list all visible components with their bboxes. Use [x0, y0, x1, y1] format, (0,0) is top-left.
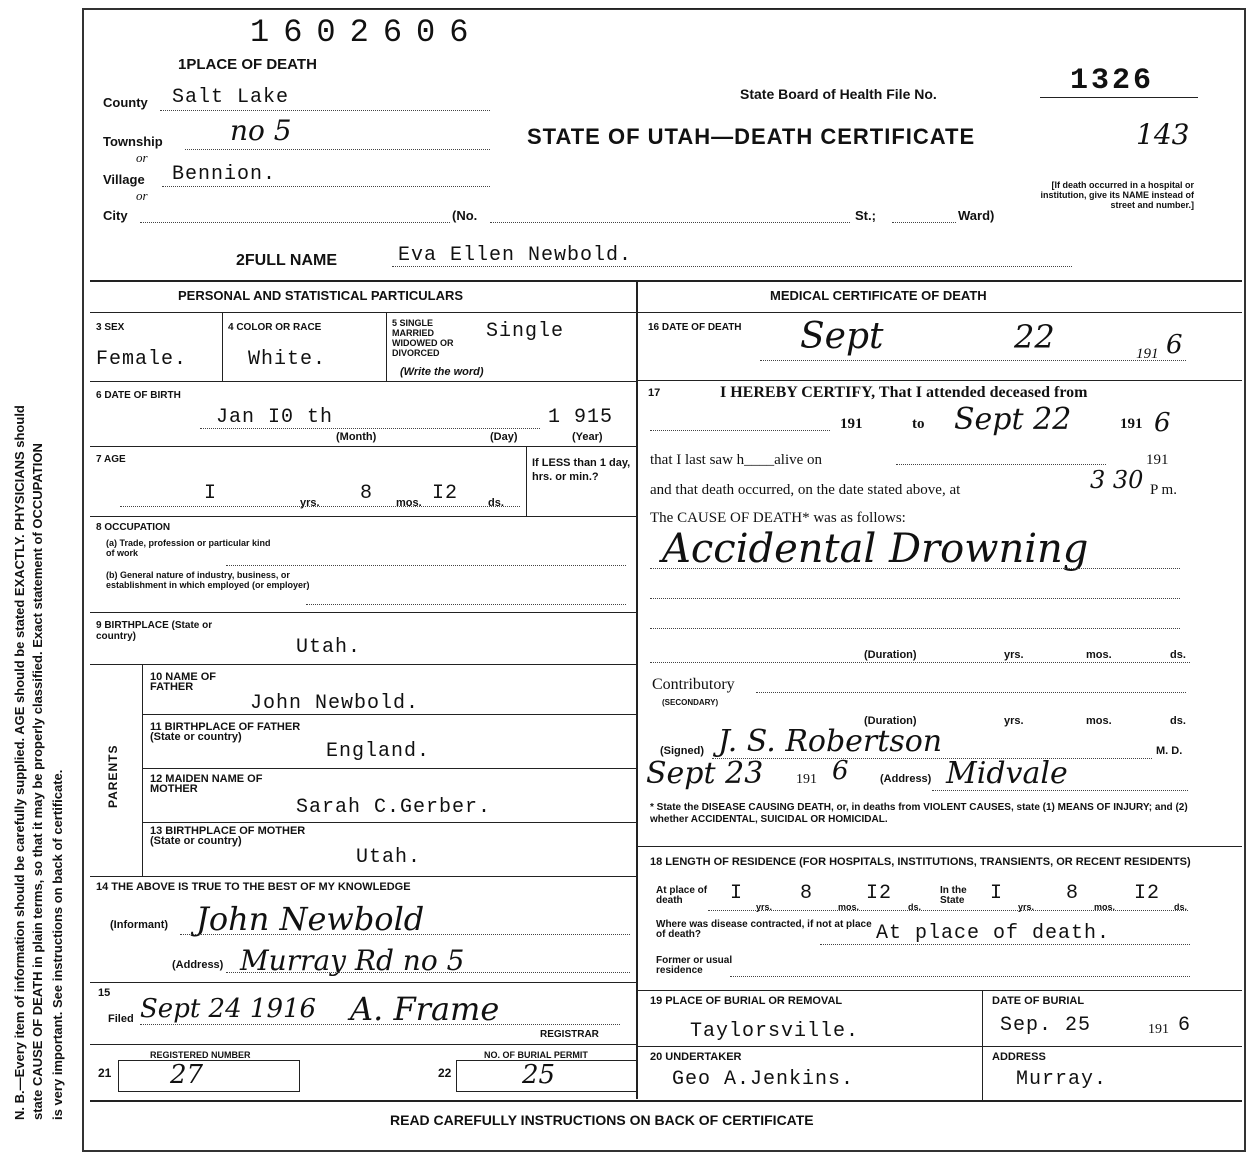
- residence-state-mos-label: mos.: [1094, 902, 1116, 912]
- duration-line-1: [650, 662, 1190, 663]
- residence-state-ds-label: ds.: [1174, 902, 1188, 912]
- county-label: County: [103, 95, 148, 110]
- dob-year: 1 915: [548, 406, 614, 429]
- burial-date-label: DATE OF BURIAL: [992, 995, 1085, 1007]
- residence-place-mos-label: mos.: [838, 902, 860, 912]
- informant-label: (Informant): [110, 919, 169, 931]
- occupation-b-line: [306, 604, 626, 605]
- left-rule-1: [90, 312, 636, 313]
- residence-state-ds: I2: [1134, 882, 1161, 905]
- informant-address: Murray Rd no 5: [240, 944, 465, 977]
- left-rule-3: [90, 446, 636, 447]
- registered-number-prefix: 21: [98, 1066, 112, 1080]
- color-label: 4 COLOR OR RACE: [228, 322, 322, 333]
- village-line: [162, 186, 490, 187]
- residence-label: 18 LENGTH OF RESIDENCE (FOR HOSPITALS, INSTITUTIONS, TRANSIENTS, OR RECENT RESIDENTS): [650, 856, 1191, 868]
- age-yrs: I: [204, 482, 218, 505]
- right-rule-2: [638, 380, 1242, 381]
- former-residence-label: Former or usual residence: [656, 955, 733, 976]
- registered-number-label: REGISTERED NUMBER: [150, 1050, 251, 1060]
- city-line: [140, 222, 450, 223]
- or-label-2: or: [136, 188, 148, 203]
- former-residence-line: [730, 976, 1190, 977]
- residence-line: [708, 910, 1188, 911]
- contracted-line: [820, 944, 1190, 945]
- death-time: 3 30: [1090, 466, 1144, 494]
- filed-label: Filed: [108, 1013, 134, 1025]
- mother-name-label: 12 MAIDEN NAME OF MOTHER: [150, 773, 263, 795]
- duration-mos-1: mos.: [1086, 649, 1112, 661]
- burial-permit-prefix: 22: [438, 1066, 452, 1080]
- registrar-label: REGISTRAR: [540, 1029, 599, 1040]
- color-value: White.: [248, 348, 327, 371]
- burial-permit: 25: [522, 1060, 556, 1090]
- registrar-signature: A. Frame: [350, 990, 500, 1028]
- left-vrule-sex: [222, 312, 223, 381]
- informant-heading: 14 THE ABOVE IS TRUE TO THE BEST OF MY KNOWLEDGE: [96, 881, 411, 893]
- side-note-line2: state CAUSE OF DEATH in plain terms, so that it may be properly classified. Exact statement of OCCUPATION: [30, 443, 45, 1120]
- left-rule-6: [90, 664, 636, 665]
- death-day: 22: [1014, 318, 1055, 356]
- township-line: [185, 149, 490, 150]
- to-label: to: [912, 416, 925, 432]
- filed-number: 15: [98, 987, 111, 999]
- file-number-label: State Board of Health File No.: [740, 86, 937, 102]
- birthplace-label: 9 BIRTHPLACE (State or country): [96, 620, 213, 642]
- signed-address-line: [932, 790, 1188, 791]
- father-birthplace-label: 11 BIRTHPLACE OF FATHER (State or country): [150, 721, 301, 743]
- age-ds-label: ds.: [488, 497, 504, 509]
- burial-place: Taylorsville.: [690, 1020, 860, 1043]
- left-rule-12: [90, 1044, 636, 1045]
- city-no-label: (No.: [452, 208, 478, 223]
- filed-line: [140, 1024, 620, 1025]
- occupation-a-label: (a) Trade, profession or particular kind of work: [106, 538, 271, 558]
- center-divider: [636, 281, 638, 1099]
- date-of-death-label: 16 DATE OF DEATH: [648, 322, 742, 333]
- father-birthplace: England.: [326, 740, 431, 763]
- dob-value: Jan I0 th: [216, 406, 334, 429]
- cause-of-death: Accidental Drowning: [662, 526, 1089, 572]
- left-vrule-age: [526, 446, 527, 516]
- certificate-title: STATE OF UTAH—DEATH CERTIFICATE: [527, 124, 976, 149]
- left-rule-4: [90, 516, 636, 517]
- age-label: 7 AGE: [96, 454, 126, 465]
- medical-heading: MEDICAL CERTIFICATE OF DEATH: [770, 288, 987, 303]
- hospital-note: [If death occurred in a hospital or institution, give its NAME instead of street and number.]: [1040, 180, 1194, 210]
- village-value: Bennion.: [172, 163, 277, 186]
- occupation-label: 8 OCCUPATION: [96, 522, 171, 533]
- cause-note: * State the DISEASE CAUSING DEATH, or, in deaths from VIOLENT CAUSES, state (1) MEANS OF INJURY; and (2) whether ACCIDENTAL, SUICIDAL OR HOMICIDAL.: [650, 802, 1188, 825]
- contributory-line: [756, 692, 1186, 693]
- residence-state-yrs: I: [990, 882, 1004, 905]
- bottom-rule: [90, 1100, 1242, 1102]
- right-rule-5: [638, 1046, 1242, 1047]
- father-name-label: 10 NAME OF FATHER: [150, 671, 217, 693]
- age-yrs-label: yrs.: [300, 497, 320, 509]
- md-label: M. D.: [1156, 745, 1183, 757]
- full-name-line: [392, 266, 1072, 267]
- county-line: [160, 110, 490, 111]
- to-year-digit: 6: [1154, 408, 1171, 438]
- right-rule-3: [638, 846, 1242, 847]
- at-place-label: At place of death: [656, 885, 708, 906]
- physician-signature: J. S. Robertson: [718, 724, 943, 759]
- mother-name: Sarah C.Gerber.: [296, 796, 492, 819]
- death-year: 191: [1136, 346, 1159, 362]
- dob-line: [200, 428, 540, 429]
- certify-text: I HEREBY CERTIFY, That I attended deceased from: [720, 384, 1088, 401]
- residence-state-yrs-label: yrs.: [1018, 902, 1035, 912]
- full-name-label: 2FULL NAME: [236, 252, 338, 269]
- right-rule-1: [638, 312, 1242, 313]
- parents-vrule: [142, 664, 143, 876]
- filed-date: Sept 24 1916: [140, 994, 317, 1024]
- residence-place-ds: I2: [866, 882, 893, 905]
- burial-date: Sep. 25: [1000, 1014, 1092, 1037]
- left-rule-10: [90, 876, 636, 877]
- informant-address-line: [226, 972, 630, 973]
- informant-address-label: (Address): [172, 959, 224, 971]
- age-less-label: If LESS than 1 day, hrs. or min.?: [532, 457, 631, 483]
- burial-year: 191: [1148, 1022, 1169, 1037]
- residence-place-ds-label: ds.: [908, 902, 922, 912]
- signed-line: [712, 758, 1152, 759]
- left-rule-5: [90, 612, 636, 613]
- informant-signature: John Newbold: [196, 900, 425, 938]
- place-of-death-label: 1PLACE OF DEATH: [178, 56, 317, 73]
- duration-yrs-1: yrs.: [1004, 649, 1024, 661]
- certificate-number: 1602606: [250, 14, 483, 51]
- last-saw-line: [896, 464, 1106, 465]
- sex-label: 3 SEX: [96, 322, 125, 333]
- burial-year-digit: 6: [1178, 1014, 1192, 1037]
- left-rule-2: [90, 381, 636, 382]
- dob-year-label: (Year): [572, 431, 603, 443]
- contributory-label: Contributory: [652, 676, 735, 693]
- left-vrule-color: [386, 312, 387, 381]
- mother-birthplace-label: 13 BIRTHPLACE OF MOTHER (State or country): [150, 825, 306, 847]
- in-state-label: In the State: [940, 885, 967, 906]
- death-month: Sept: [800, 316, 884, 357]
- death-date-line: [760, 360, 1186, 361]
- residence-state-mos: 8: [1066, 882, 1080, 905]
- registered-number: 27: [170, 1060, 204, 1090]
- or-label-1: or: [136, 150, 148, 165]
- dob-day-label: (Day): [490, 431, 518, 443]
- cause-line-1: [650, 568, 1180, 569]
- left-rule-7: [142, 714, 636, 715]
- certify-number: 17: [648, 387, 661, 399]
- side-note-line3: is very important. See instructions on back of certificate.: [50, 769, 65, 1120]
- secondary-label: (SECONDARY): [662, 698, 719, 707]
- last-saw-year: 191: [1146, 452, 1169, 468]
- signed-label: (Signed): [660, 745, 704, 757]
- occupation-a-line: [226, 565, 626, 566]
- township-value: no 5: [230, 114, 292, 147]
- full-name: Eva Ellen Newbold.: [398, 244, 633, 267]
- marital-value: Single: [486, 320, 565, 343]
- title-mark: 143: [1136, 118, 1190, 151]
- dob-label: 6 DATE OF BIRTH: [96, 390, 181, 401]
- cause-line-2: [650, 598, 1180, 599]
- death-time-suffix: P m.: [1150, 482, 1177, 498]
- mother-birthplace: Utah.: [356, 846, 422, 869]
- duration-ds-1: ds.: [1170, 649, 1186, 661]
- age-ds: I2: [432, 482, 459, 505]
- city-no-line: [490, 222, 850, 223]
- duration-ds-2: ds.: [1170, 715, 1186, 727]
- from-line: [650, 430, 830, 431]
- side-note-line1: N. B.—Every item of information should be carefully supplied. AGE should be stated EXACTLY. PHYSICIANS should: [12, 405, 27, 1120]
- signed-year-digit: 6: [832, 756, 849, 786]
- to-date: Sept 22: [954, 402, 1072, 437]
- residence-place-yrs: I: [730, 882, 744, 905]
- undertaker-address: Murray.: [1016, 1068, 1108, 1091]
- informant-line: [180, 934, 630, 935]
- parents-label: PARENTS: [106, 744, 120, 808]
- village-label: Village: [103, 172, 145, 187]
- contracted-value: At place of death.: [876, 922, 1111, 945]
- signed-address: Midvale: [946, 756, 1068, 791]
- duration-yrs-2: yrs.: [1004, 715, 1024, 727]
- cause-line-3: [650, 628, 1180, 629]
- top-edge: [120, 8, 1240, 9]
- duration-label-2: (Duration): [864, 715, 917, 727]
- age-mos: 8: [360, 482, 374, 505]
- father-name: John Newbold.: [250, 692, 420, 715]
- marital-write: (Write the word): [400, 366, 484, 378]
- city-st-line: [892, 222, 956, 223]
- file-number: 1326: [1070, 64, 1155, 98]
- to-year: 191: [1120, 416, 1143, 432]
- dob-month-label: (Month): [336, 431, 377, 443]
- left-rule-9: [142, 822, 636, 823]
- duration-label-1: (Duration): [864, 649, 917, 661]
- right-rule-4: [638, 990, 1242, 991]
- city-label: City: [103, 208, 128, 223]
- occupation-b-label: (b) General nature of industry, business, or establishment in which employed (or employer): [106, 570, 310, 590]
- from-year: 191: [840, 416, 863, 432]
- right-vrule-burial: [982, 990, 983, 1100]
- residence-place-mos: 8: [800, 882, 814, 905]
- county-value: Salt Lake: [172, 86, 290, 109]
- last-saw-text: that I last saw h____alive on: [650, 452, 823, 468]
- township-label: Township: [103, 134, 163, 149]
- signed-date: Sept 23: [646, 756, 764, 791]
- footer-instructions: READ CAREFULLY INSTRUCTIONS ON BACK OF CERTIFICATE: [390, 1112, 814, 1128]
- burial-permit-label: NO. OF BURIAL PERMIT: [484, 1050, 588, 1060]
- birthplace-value: Utah.: [296, 636, 362, 659]
- signed-year: 191: [796, 772, 817, 787]
- personal-heading: PERSONAL AND STATISTICAL PARTICULARS: [178, 288, 464, 303]
- contracted-label: Where was disease contracted, if not at place of death?: [656, 919, 872, 940]
- age-mos-label: mos.: [396, 497, 422, 509]
- left-rule-11: [90, 982, 636, 983]
- burial-place-label: 19 PLACE OF BURIAL OR REMOVAL: [650, 995, 843, 1007]
- signed-address-label: (Address): [880, 773, 932, 785]
- residence-place-yrs-label: yrs.: [756, 902, 773, 912]
- city-st-label: St.;: [855, 208, 876, 223]
- undertaker-address-label: ADDRESS: [992, 1051, 1046, 1063]
- cause-label: The CAUSE OF DEATH* was as follows:: [650, 510, 906, 526]
- undertaker-label: 20 UNDERTAKER: [650, 1051, 742, 1063]
- left-rule-8: [142, 768, 636, 769]
- file-number-line: [1040, 97, 1198, 98]
- city-ward-label: Ward): [958, 208, 995, 223]
- sex-value: Female.: [96, 348, 188, 371]
- death-occurred-text: and that death occurred, on the date stated above, at: [650, 482, 961, 498]
- undertaker: Geo A.Jenkins.: [672, 1068, 855, 1091]
- registered-number-box: [118, 1060, 300, 1092]
- death-year-digit: 6: [1166, 330, 1183, 360]
- age-line: [120, 506, 520, 507]
- marital-label: 5 SINGLE MARRIED WIDOWED OR DIVORCED: [392, 318, 454, 358]
- duration-mos-2: mos.: [1086, 715, 1112, 727]
- main-top-rule: [90, 280, 1242, 282]
